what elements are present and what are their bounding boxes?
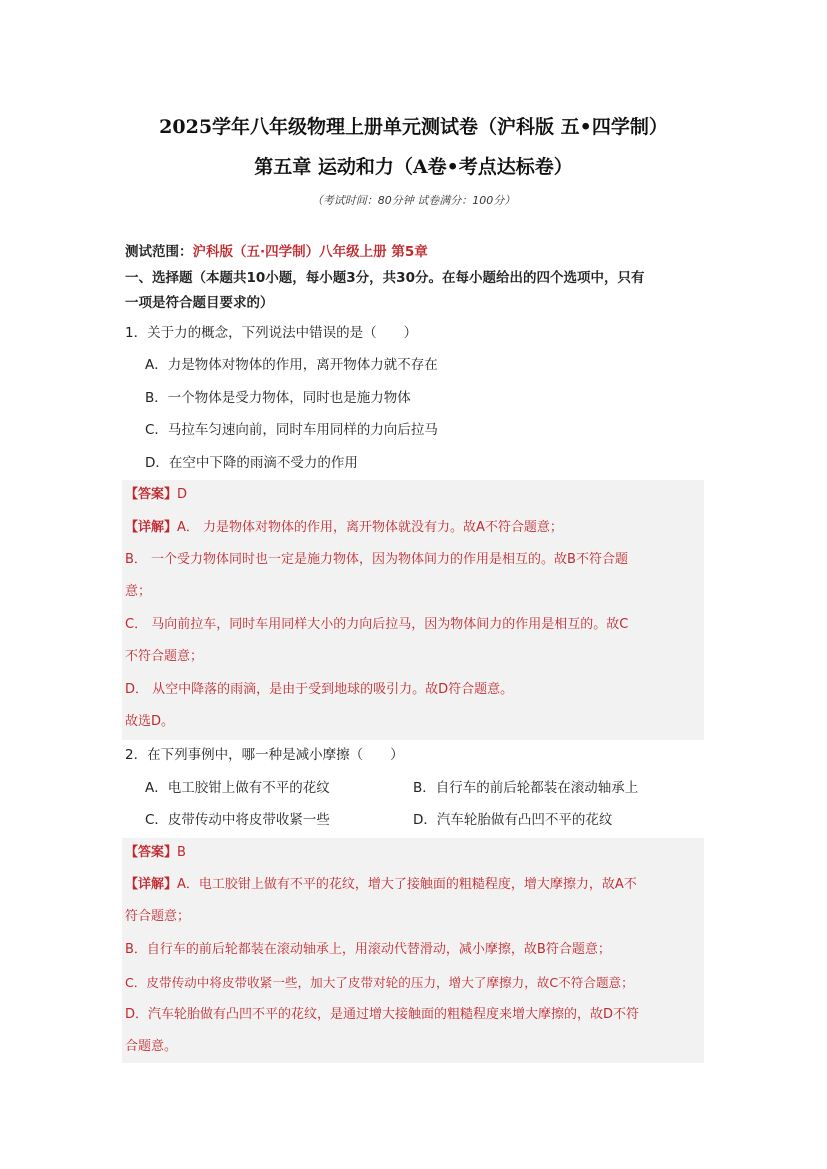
exam-info: （考试时间：80分钟 试卷满分：100分） [311,194,516,207]
q1-option-b: B．一个物体是受力物体，同时也是施力物体 [145,390,411,406]
q2-answer [125,843,186,863]
q2-option-c: C．皮带传动中将皮带收紧一些 [145,812,330,828]
q1-detail-line-1: 【详解】A． 力是物体对物体的作用，离开物体就没有力。故A不符合题意； [125,520,563,535]
chapter-title: 第五章 运动和力（A卷•考点达标卷） [254,156,573,178]
q1-conclusion: 故选D。 [125,714,175,729]
q1-detail-line-6: D． 从空中降落的雨滴，是由于受到地球的吸引力。故D符合题意。 [125,682,514,697]
q1-option-c: C．马拉车匀速向前，同时车用同样的力向后拉马 [145,422,438,438]
q2-option-d: D．汽车轮胎做有凸凹不平的花纹 [413,812,613,828]
scope-value: 沪科版（五·四学制）八年级上册 第5章 [192,244,428,260]
answer-label: 【答案】 [125,845,178,860]
q2-detail-line-5: D．汽车轮胎做有凸凹不平的花纹，是通过增大接触面的粗糙程度来增大摩擦的，故D不符 [125,1007,640,1022]
test-scope [125,242,428,262]
q1-answer [125,485,187,505]
answer-value: D [177,487,188,502]
q2-option-a: A．电工胶钳上做有不平的花纹 [145,780,330,796]
scope-label: 测试范围： [125,244,193,260]
document-title: 2025学年八年级物理上册单元测试卷（沪科版 五•四学制） [159,116,668,138]
detail-label: 【详解】 [125,877,178,892]
q2-detail-line-4: C．皮带传动中将皮带收紧一些，加大了皮带对轮的压力，增大了摩擦力，故C不符合题意； [125,975,634,990]
q2-detail-line-2: 符合题意； [125,909,191,924]
q1-option-d: D．在空中下降的雨滴不受力的作用 [145,455,358,471]
q2-option-b: B．自行车的前后轮都装在滚动轴承上 [413,780,639,796]
q2-stem: 2．在下列事例中，哪一种是减小摩擦（ ） [125,747,404,763]
q2-detail-line-1: 【详解】A．电工胶钳上做有不平的花纹，增大了接触面的粗糙程度，增大摩擦力，故A不 [125,877,637,892]
answer-value: B [177,845,186,860]
section-heading-line-1: 一、选择题（本题共10小题，每小题3分，共30分。在每小题给出的四个选项中，只有 [125,270,645,286]
q1-option-a: A．力是物体对物体的作用，离开物体力就不存在 [145,357,438,373]
detail-label: 【详解】 [125,520,178,535]
section-heading-line-2: 一项是符合题目要求的） [125,295,274,311]
q1-stem: 1．关于力的概念，下列说法中错误的是（ ） [125,325,418,341]
q2-detail-line-3: B．自行车的前后轮都装在滚动轴承上，用滚动代替滑动，减小摩擦，故B符合题意； [125,942,611,957]
q2-detail-line-6: 合题意。 [125,1039,178,1054]
q1-detail-line-5: 不符合题意； [125,649,204,664]
q1-detail-line-3: 意； [125,584,152,599]
q1-detail-line-2: B． 一个受力物体同时也一定是施力物体，因为物体间力的作用是相互的。故B不符合题 [125,552,628,567]
answer-label: 【答案】 [125,487,178,502]
q1-detail-line-4: C． 马向前拉车，同时车用同样大小的力向后拉马，因为物体间力的作用是相互的。故C [125,617,629,632]
